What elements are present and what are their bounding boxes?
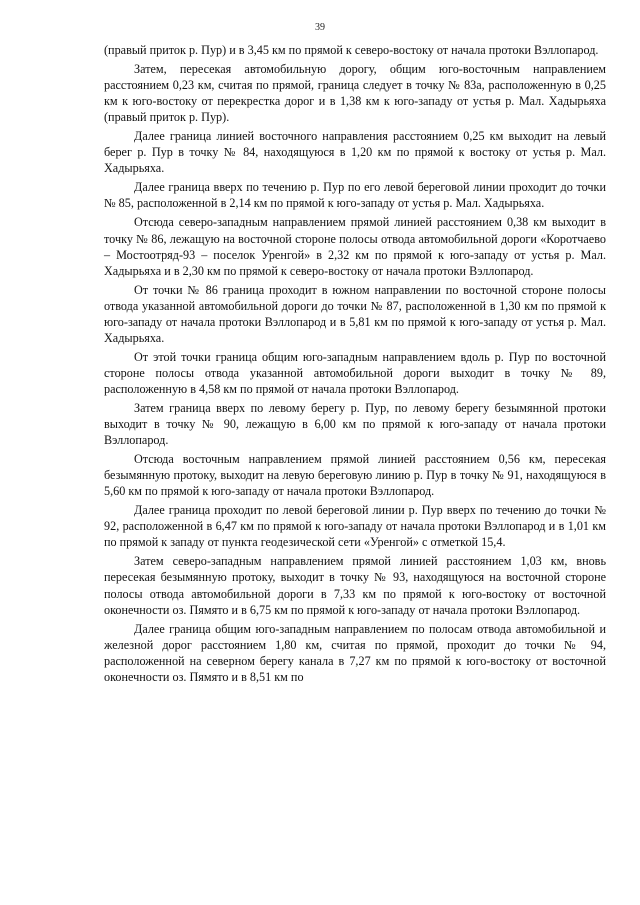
paragraph: Далее граница линией восточного направления расстоянием 0,25 км выходит на левый берег р. Пур в точку № 84, находящуюся в 1,20 км по прямой к востоку от устья р. Мал. Хадырьяха. <box>104 129 606 176</box>
paragraph: От точки № 86 граница проходит в южном направлении по восточной стороне полосы отвода указанной автомобильной дороги до точки № 87, расположенной в 1,30 км по прямой к юго-западу от начала протоки Вэллопарод и в 5,81 км по прямой к юго-западу от устья р. Мал. Хадырьяха. <box>104 282 606 345</box>
paragraph: Далее граница общим юго-западным направлением по полосам отвода автомобильной и железной дорог расстоянием 1,80 км, считая по прямой, проходит до точки № 94, расположенной на северном берегу канала в 7,27 км по прямой к юго-востоку от восточной оконечности оз. Пямято и в 8,51 км по <box>104 621 606 684</box>
paragraph: Отсюда северо-западным направлением прямой линией расстоянием 0,38 км выходит в точку № 86, лежащую на восточной стороне полосы отвода автомобильной дороги «Коротчаево – Мостоотряд-93 – поселок Уренгой» в 2,32 км по прямой к юго-западу от устья р. Мал. Хадырьяха и в 2,30 км по прямой к северо-востоку от начала протоки Вэллопарод. <box>104 215 606 278</box>
page-number: 39 <box>315 22 325 33</box>
document-body <box>104 42 606 688</box>
paragraph: Затем граница вверх по левому берегу р. Пур, по левому берегу безымянной протоки выходит в точку № 90, лежащую в 6,00 км по прямой к юго-западу от начала протоки Вэллопарод. <box>104 400 606 448</box>
paragraph: От этой точки граница общим юго-западным направлением вдоль р. Пур по восточной стороне полосы отвода указанной автомобильной дороги выходит в точку № 89, расположенную в 4,58 км по прямой от начала протоки Вэллопарод. <box>104 349 606 396</box>
paragraph: (правый приток р. Пур) и в 3,45 км по прямой к северо-востоку от начала протоки Вэллопарод. <box>104 43 599 57</box>
paragraph: Далее граница вверх по течению р. Пур по его левой береговой линии проходит до точки № 85, расположенной в 2,14 км по прямой к юго-западу от устья р. Мал. Хадырьяха. <box>104 180 606 211</box>
paragraph: Затем северо-западным направлением прямой линией расстоянием 1,03 км, вновь пересекая безымянную протоку, выходит в точку № 93, находящуюся на восточной стороне полосы отвода автомобильной дороги в 7,33 км по прямой к юго-востоку от восточной оконечности оз. Пямято и в 6,75 км по прямой к юго-западу от начала протоки Вэллопарод. <box>104 554 606 617</box>
paragraph: Отсюда восточным направлением прямой линией расстоянием 0,56 км, пересекая безымянную протоку, выходит на левую береговую линию р. Пур в точку № 91, находящуюся в 5,60 км по прямой к юго-западу от начала протоки Вэллопарод. <box>104 452 606 499</box>
paragraph: Затем, пересекая автомобильную дорогу, общим юго-восточным направлением расстоянием 0,23 км, считая по прямой, граница следует в точку № 83а, расположенную в 0,25 км к юго-востоку от перекрестка дорог и в 1,38 км к юго-западу от устья р. Мал. Хадырьяха (правый приток р. Пур). <box>104 62 606 125</box>
paragraph: Далее граница проходит по левой береговой линии р. Пур вверх по течению до точки № 92, расположенной в 6,47 км по прямой к юго-западу от начала протоки Вэллопарод и в 1,01 км по прямой к западу от пункта геодезической сети «Уренгой» с отметкой 15,4. <box>104 503 606 550</box>
